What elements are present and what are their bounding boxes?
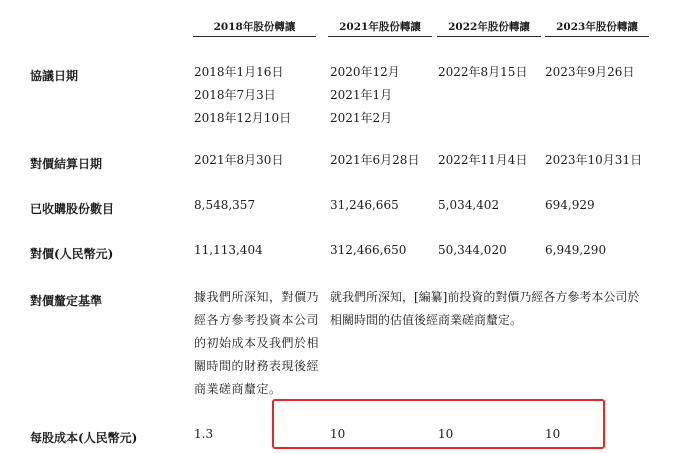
cell-consideration-2022: 50,344,020 (438, 243, 507, 257)
header-2021: 2021年股份轉讓 (339, 21, 421, 33)
cell-shares-2023: 694,929 (545, 198, 595, 212)
header-rule-2023 (545, 36, 649, 37)
cell-settlement-date-2022: 2022年11月4日 (438, 153, 528, 167)
header-rule-2022 (437, 36, 541, 37)
row-label-settlement-date: 對價結算日期 (30, 157, 103, 171)
cell-settlement-date-2018: 2021年8月30日 (194, 153, 284, 167)
cell-shares-2021: 31,246,665 (330, 198, 399, 212)
highlight-box (272, 399, 605, 449)
header-rule-2021 (328, 36, 432, 37)
cell-cost-per-share-2022: 10 (438, 427, 454, 441)
cell-settlement-date-2023: 2023年10月31日 (545, 153, 643, 167)
cell-shares-2022: 5,034,402 (438, 198, 500, 212)
cell-consideration-2023: 6,949,290 (545, 243, 607, 257)
header-2022: 2022年股份轉讓 (448, 21, 530, 33)
cell-cost-per-share-2023: 10 (545, 427, 561, 441)
row-label-basis: 對價釐定基準 (30, 294, 103, 308)
row-label-cost-per-share: 每股成本(人民幣元) (30, 431, 138, 445)
cell-basis-2018: 據我們所深知，對價乃 經各方參考投資本公司 的初始成本及我們於相 關時間的財務表現後經 商業磋商釐定。 (194, 290, 320, 396)
cell-agreement-date-2018: 2018年1月16日 2018年7月3日 2018年12月10日 (194, 65, 292, 125)
row-label-shares: 已收購股份數目 (30, 202, 115, 216)
row-label-agreement-date: 協議日期 (30, 69, 79, 83)
cell-agreement-date-2022: 2022年8月15日 (438, 65, 528, 79)
cell-shares-2018: 8,548,357 (194, 198, 256, 212)
cell-agreement-date-2021: 2020年12月 2021年1月 2021年2月 (330, 65, 400, 125)
header-2023: 2023年股份轉讓 (556, 21, 638, 33)
cell-cost-per-share-2021: 10 (330, 427, 346, 441)
header-rule-2018 (193, 36, 316, 37)
header-2018: 2018年股份轉讓 (213, 21, 296, 33)
cell-consideration-2021: 312,466,650 (330, 243, 407, 257)
cell-cost-per-share-2018: 1.3 (194, 427, 214, 441)
cell-basis-2021-2023: 就我們所深知，[編纂]前投資的對價乃經各方參考本公司於 相關時間的估值後經商業磋商釐定。 (330, 290, 640, 327)
cell-agreement-date-2023: 2023年9月26日 (545, 65, 635, 79)
cell-consideration-2018: 11,113,404 (194, 243, 263, 257)
row-label-consideration: 對價(人民幣元) (30, 247, 114, 261)
cell-settlement-date-2021: 2021年6月28日 (330, 153, 420, 167)
